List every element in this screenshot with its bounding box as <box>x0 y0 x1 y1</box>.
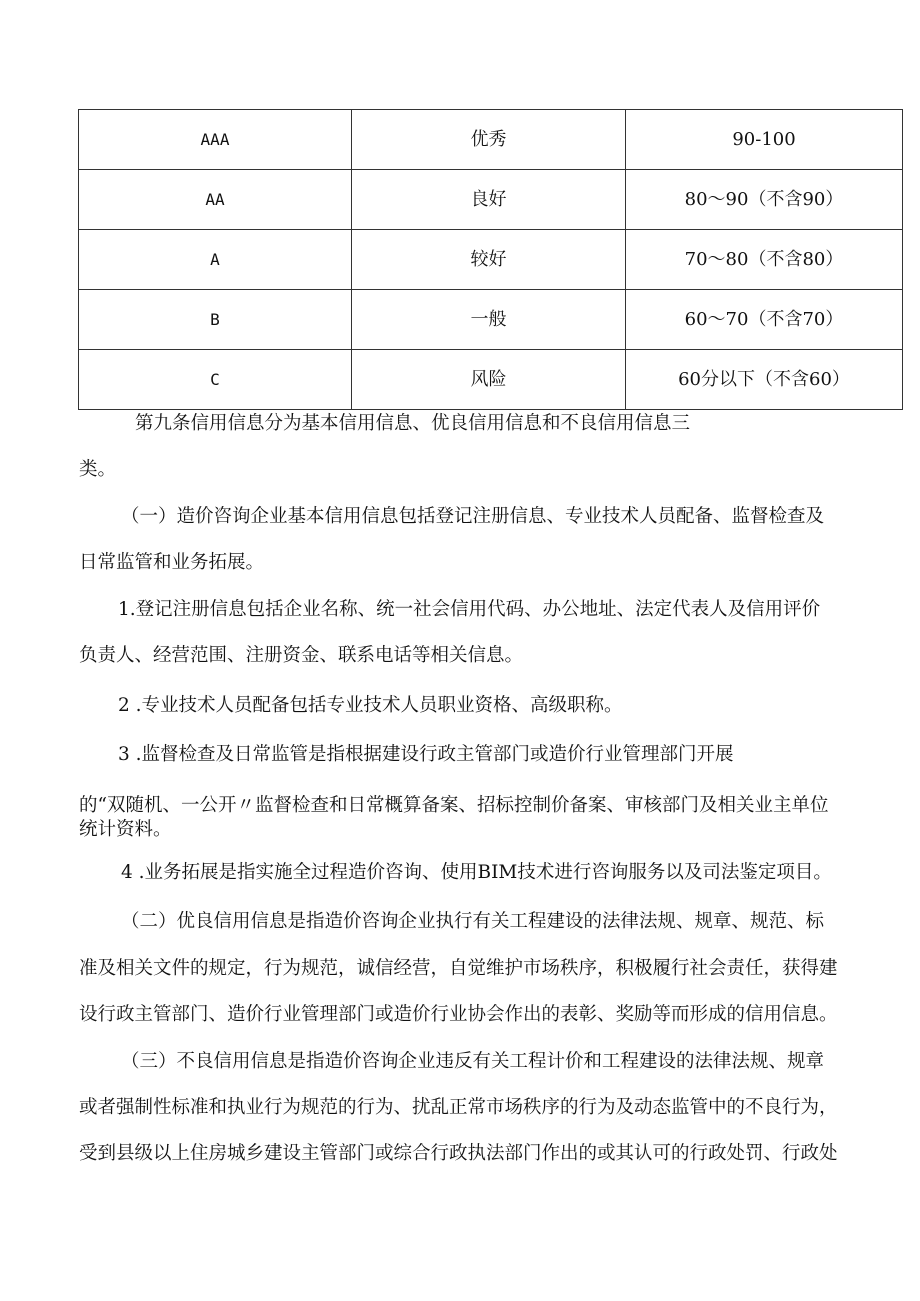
level-cell: 良好 <box>352 170 626 230</box>
item-3-line-2: 的“双随机、一公开〃监督检查和日常概算备案、招标控制价备案、审核部门及相关业主单位 <box>79 795 829 816</box>
item-1-line-2: 负责人、经营范围、注册资金、联系电话等相关信息。 <box>79 645 524 666</box>
grade-cell: AAA <box>79 110 352 170</box>
credit-grade-table <box>78 109 903 410</box>
paragraph-bad-line-1: （三）不良信用信息是指造价咨询企业违反有关工程计价和工程建设的法律法规、规章 <box>121 1051 825 1072</box>
item-1-line-1: 1.登记注册信息包括企业名称、统一社会信用代码、办公地址、法定代表人及信用评价 <box>118 599 821 620</box>
item-3-line-1: 3 .监督检查及日常监管是指根据建设行政主管部门或造价行业管理部门开展 <box>118 744 734 765</box>
article-9-line-2: 类。 <box>79 459 117 480</box>
table-row <box>79 230 903 290</box>
paragraph-basic-line-1: （一）造价咨询企业基本信用信息包括登记注册信息、专业技术人员配备、监督检查及 <box>121 506 825 527</box>
table-row <box>79 350 903 410</box>
article-9-line-1: 第九条信用信息分为基本信用信息、优良信用信息和不良信用信息三 <box>135 413 691 434</box>
score-cell: 70～80（不含80） <box>626 230 903 290</box>
score-cell: 80～90（不含90） <box>626 170 903 230</box>
item-4: 4 .业务拓展是指实施全过程造价咨询、使用BIM技术进行咨询服务以及司法鉴定项目。 <box>121 862 832 883</box>
level-cell: 优秀 <box>352 110 626 170</box>
paragraph-good-line-3: 设行政主管部门、造价行业管理部门或造价行业协会作出的表彰、奖励等而形成的信用信息。 <box>79 1004 838 1025</box>
paragraph-good-line-2: 准及相关文件的规定，行为规范，诚信经营，自觉维护市场秩序，积极履行社会责任，获得建 <box>79 958 838 979</box>
table-row <box>79 110 903 170</box>
score-cell: 90-100 <box>626 110 903 170</box>
score-cell: 60分以下（不含60） <box>626 350 903 410</box>
grade-cell: B <box>79 290 352 350</box>
paragraph-good-line-1: （二）优良信用信息是指造价咨询企业执行有关工程建设的法律法规、规章、规范、标 <box>121 911 825 932</box>
item-2: 2 .专业技术人员配备包括专业技术人员职业资格、高级职称。 <box>118 695 623 716</box>
level-cell: 一般 <box>352 290 626 350</box>
grade-cell: A <box>79 230 352 290</box>
paragraph-bad-line-3: 受到县级以上住房城乡建设主管部门或综合行政执法部门作出的或其认可的行政处罚、行政处 <box>79 1143 838 1164</box>
paragraph-bad-line-2: 或者强制性标准和执业行为规范的行为、扰乱正常市场秩序的行为及动态监管中的不良行为， <box>79 1097 838 1118</box>
level-cell: 风险 <box>352 350 626 410</box>
table-row <box>79 290 903 350</box>
grade-cell: AA <box>79 170 352 230</box>
paragraph-basic-line-2: 日常监管和业务拓展。 <box>79 552 265 573</box>
grade-cell: C <box>79 350 352 410</box>
table-row <box>79 170 903 230</box>
score-cell: 60～70（不含70） <box>626 290 903 350</box>
level-cell: 较好 <box>352 230 626 290</box>
item-3-line-3: 统计资料。 <box>79 819 172 840</box>
